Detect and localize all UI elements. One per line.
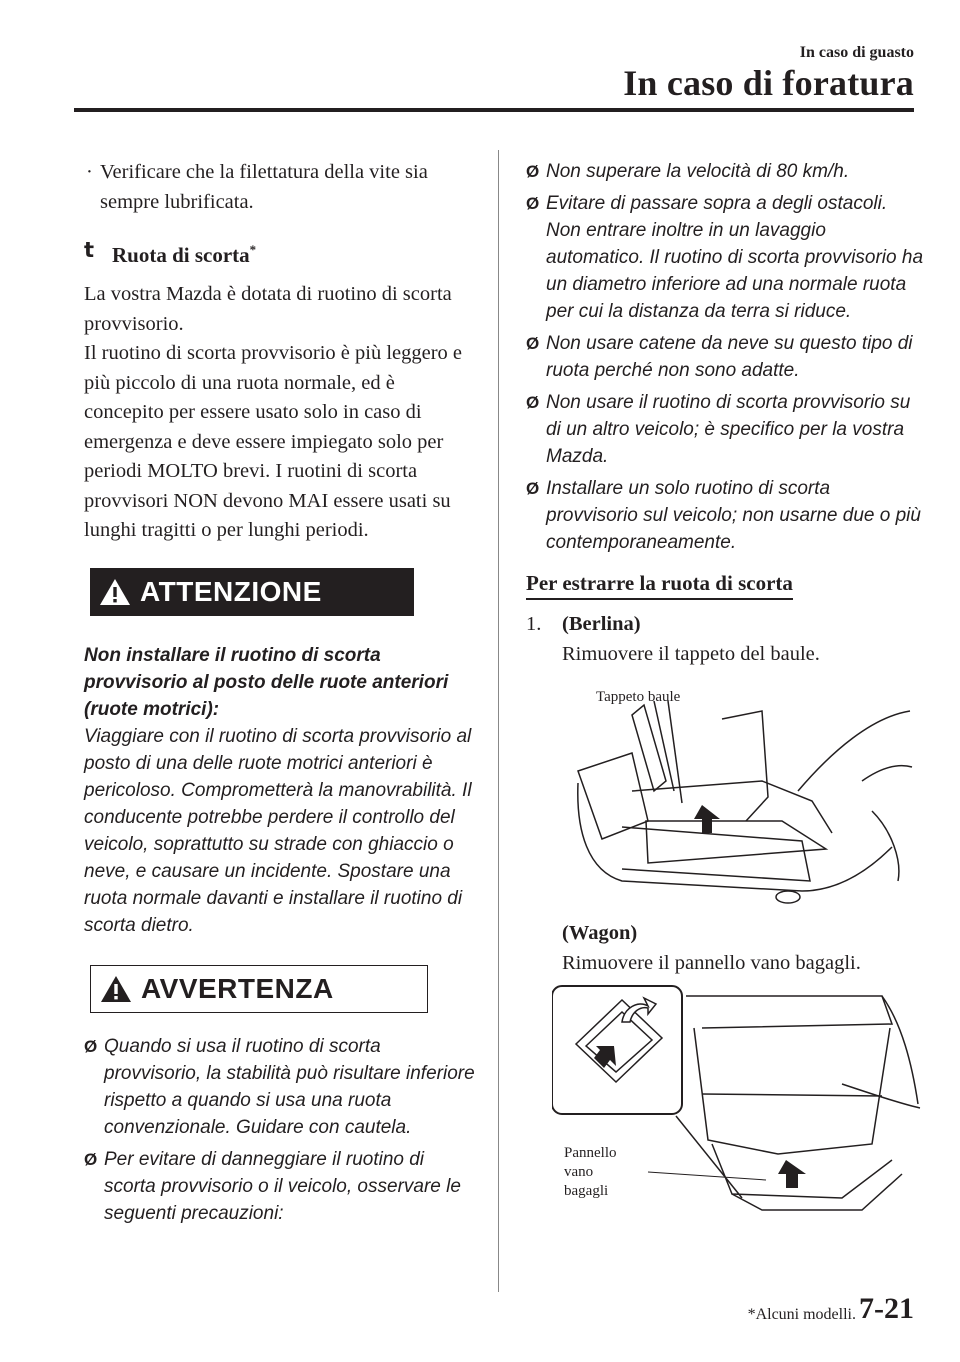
attention-body: Viaggiare con il ruotino di scorta provvisorio al posto di una delle ruote motrici anteriori è pericoloso. Comprometterà la manovrabilità. Il conducente potrebbe perdere il controllo del veicolo, soprattutto su strade con ghiaccio o neve, e causare un incidente. Spostare una ruota normale davanti e installare il ruotino di scorta dietro. [84,725,472,936]
warning-item: Ø Per evitare di danneggiare il ruotino di scorta provvisorio o il veicolo, osservare le seguenti precauzioni: [84,1146,476,1227]
chapter-title: In caso di guasto [799,44,914,61]
subsection-title: Per estrarre la ruota di scorta [526,568,793,600]
warning-list [84,1033,476,1227]
trunk-mat-label: Tappeto baule [596,689,681,705]
header-rule [74,108,914,112]
chevron-icon: Ø [84,1036,98,1056]
precaution-item: Ø Installare un solo ruotino di scorta provvisorio sul veicolo; non usarne due o più contemporaneamente. [526,475,926,556]
intro-paragraph-1: La vostra Mazda è dotata di ruotino di scorta provvisorio. [84,283,452,335]
chevron-icon: Ø [526,334,540,353]
chevron-icon: Ø [526,194,540,213]
sedan-title: (Berlina) [562,613,641,635]
bullet-item [84,158,476,217]
section-heading [84,235,476,270]
precaution-list [526,158,926,556]
warning-label: AVVERTENZA [141,972,334,1004]
attention-label: ATTENZIONE [140,575,322,607]
precaution-item: Ø Evitare di passare sopra a degli ostacoli. Non entrare inoltre in un lavaggio automatico. Il ruotino di scorta provvisorio ha un diametro inferiore ad una normale ruota per cui la distanza da terra si riduce. [526,190,926,325]
chevron-icon: Ø [526,479,540,498]
attention-title: Non installare il ruotino di scorta provvisorio al posto delle ruote anteriori (ruote motrici): [84,644,449,720]
warning-triangle-icon [99,974,133,1004]
precaution-item: Ø Non usare il ruotino di scorta provvisorio su di un altro veicolo; è specifico per la vostra Mazda. [526,389,926,470]
sedan-instruction: Rimuovere il tappeto del baule. [562,642,820,665]
chevron-icon: Ø [526,162,540,181]
chevron-icon: Ø [84,1149,98,1169]
step-1 [526,610,926,1216]
bullet-symbol: · [86,161,93,183]
sedan-trunk-illustration [562,671,922,911]
step-number: 1. [526,613,542,635]
column-divider [498,150,499,1292]
precaution-item: Ø Non superare la velocità di 80 km/h. [526,158,926,185]
wagon-title: (Wagon) [562,922,638,944]
attention-banner [90,568,414,616]
sedan-trunk-figure [562,671,922,911]
warning-item: Ø Quando si usa il ruotino di scorta provvisorio, la stabilità può risultare inferiore rispetto a quando si usa una ruota convenzionale. Guidare con cautela. [84,1033,476,1141]
warning-triangle-icon [98,577,132,607]
attention-content [84,642,476,939]
asterisk: * [249,242,257,257]
precaution-item: Ø Non usare catene da neve su questo tipo di ruota perché non sono adatte. [526,330,926,384]
wagon-instruction: Rimuovere il pannello vano bagagli. [562,951,861,974]
page-number: 7-21 [859,1292,914,1325]
bullet-text: Verificare che la filettatura della vite sia sempre lubrificata. [100,161,428,213]
section-marker: t [84,238,95,262]
footnote: *Alcuni modelli. [747,1306,856,1323]
page-title: In caso di foratura [623,63,914,103]
cargo-panel-label: Pannello vano bagagli [564,1145,617,1199]
left-column [84,158,476,1227]
intro-paragraph-2: Il ruotino di scorta provvisorio è più leggero e più piccolo di una ruota normale, ed è concepito per essere usato solo in caso di emergenza e deve essere impiegato solo per periodi MOLTO brevi. I ruotini di scorta provvisori NON devono MAI essere usati su lunghi tragitti o per lunghi periodi. [84,342,463,541]
chevron-icon: Ø [526,393,540,412]
section-title: Ruota di scorta [112,243,250,267]
wagon-cargo-figure [552,984,922,1216]
warning-banner [90,965,428,1013]
right-column [526,158,926,1216]
